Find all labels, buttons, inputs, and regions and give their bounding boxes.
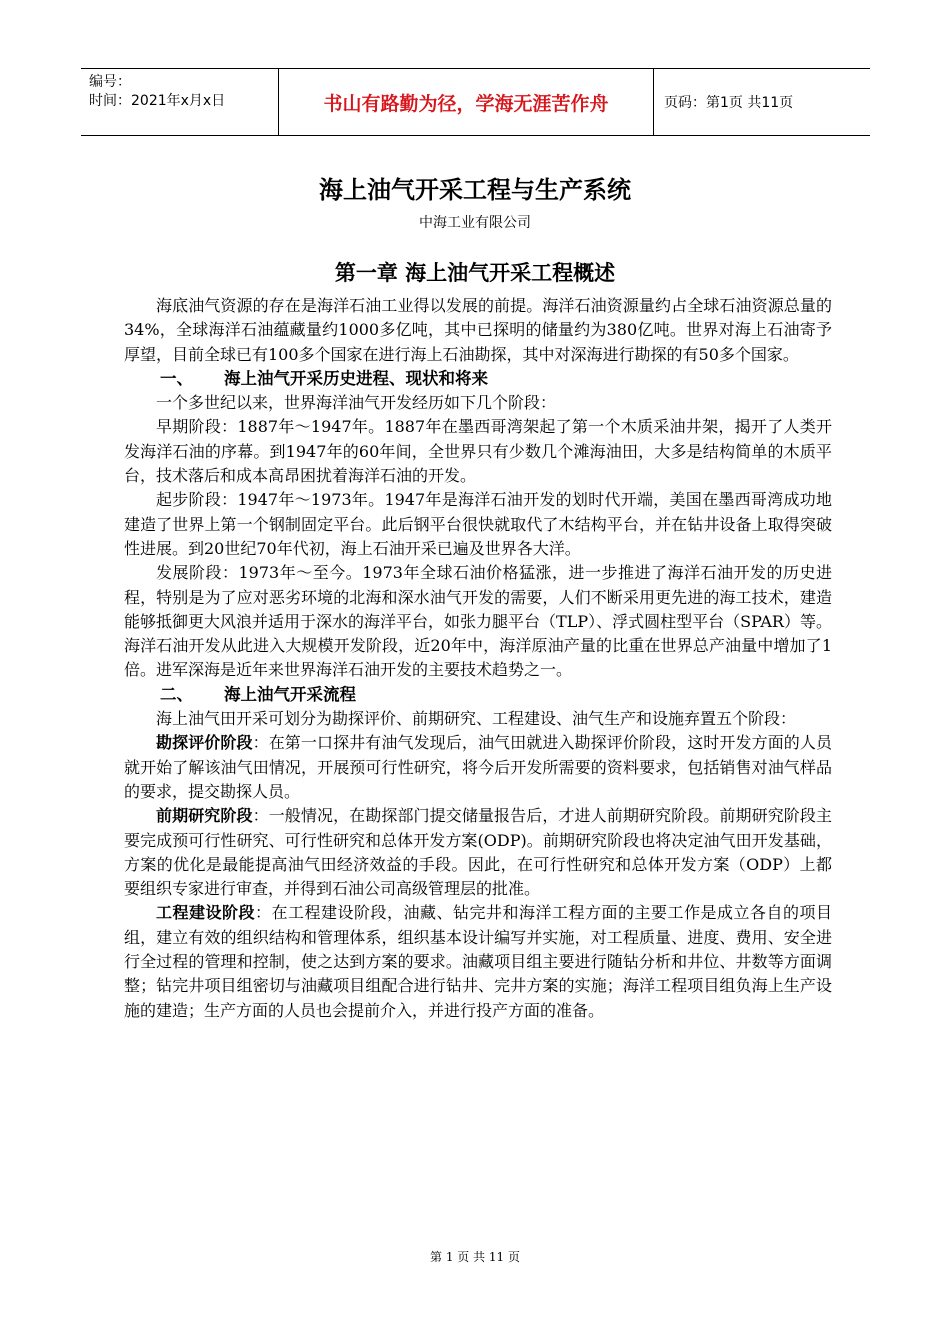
paragraph-intro: 海底油气资源的存在是海洋石油工业得以发展的前提。海洋石油资源量约占全球石油资源总量的34%，全球海洋石油蕴藏量约1000多亿吨，其中已探明的储量约为380亿吨。世界对海上石油寄予厚望，目前全球已有100多个国家在进行海上石油勘探，其中对深海进行勘探的有50多个国家。 [124,296,832,364]
stage-label: 前期研究阶段 [156,806,253,826]
paragraph-dev-stage: 发展阶段：1973年～至今。1973年全球石油价格猛涨，进一步推进了海洋石油开发的历史进程，特别是为了应对恶劣环境的北海和深水油气开发的需要，人们不断采用更先进的海工技术，建造能够抵御更大风浪并适用于深水的海洋平台，如张力腿平台（TLP）、浮式圆柱型平台（SPAR）等。海洋石油开发从此进入大规模开发阶段，近20年中，海洋原油产量的比重在世界总产油量中增加了1倍。进军深海是近年来世界海洋石油开发的主要技术趋势之一。 [124,563,832,680]
page-info: 页码：第1页 共11页 [664,95,794,111]
section-heading-1 [124,367,832,391]
stage-text: ：在工程建设阶段，油藏、钻完井和海洋工程方面的主要工作是成立各自的项目组，建立有效的组织结构和管理体系，组织基本设计编写并实施，对工程质量、进度、费用、安全进行全过程的管理和控制，使之达到方案的要求。油藏项目组主要进行随钻分析和井位、井数等方面调整；钻完井项目组密切与油藏项目组配合进行钻井、完井方案的实施；海洋工程项目组负海上生产设施的建造；生产方面的人员也会提前介入，并进行投产方面的准备。 [124,903,832,1020]
company-name: 中海工业有限公司 [419,215,531,231]
paragraph-sec1-intro: 一个多世纪以来，世界海洋油气开发经历如下几个阶段： [156,393,557,413]
stage-label: 工程建设阶段 [156,903,255,923]
header-table [81,68,870,136]
page-footer: 第 1 页 共 11 页 [430,1250,520,1264]
number-label: 编号： [89,74,131,90]
section-number: 二、 [160,684,193,704]
motto: 书山有路勤为径，学海无涯苦作舟 [279,69,654,135]
paragraph-pre-study [124,804,832,901]
stage-label: 勘探评价阶段 [156,733,253,753]
paragraph-construction [124,901,832,1022]
paragraph-sec2-intro: 海上油气田开采可划分为勘探评价、前期研究、工程建设、油气生产和设施弃置五个阶段： [156,709,797,729]
paragraph-explore [124,731,832,804]
time-label: 时间：2021年x月x日 [89,93,226,109]
chapter-heading: 第一章 海上油气开采工程概述 [334,261,616,285]
paragraph-early-stage: 早期阶段：1887年～1947年。1887年在墨西哥湾架起了第一个木质采油井架，揭开了人类开发海洋石油的序幕。到1947年的60年间，全世界只有少数几个滩海油田，大多是结构简单的木质平台，技术落后和成本高昂困扰着海洋石油的开发。 [124,417,832,486]
section-title: 海上油气开采流程 [224,684,356,704]
section-number: 一、 [160,368,193,388]
paragraph-start-stage: 起步阶段：1947年～1973年。1947年是海洋石油开发的划时代开端，美国在墨西哥湾成功地建造了世界上第一个钢制固定平台。此后钢平台很快就取代了木结构平台，并在钻井设备上取得突破性进展。到20世纪70年代初，海上石油开采已遍及世界各大洋。 [124,490,832,558]
section-title: 海上油气开采历史进程、现状和将来 [224,368,488,388]
section-heading-2 [124,683,832,707]
document-title: 海上油气开采工程与生产系统 [319,176,631,204]
stage-text: ：在第一口探井有油气发现后，油气田就进入勘探评价阶段，这时开发方面的人员就开始了解该油气田情况，开展预可行性研究，将今后开发所需要的资料要求，包括销售对油气样品的要求，提交勘探人员。 [124,733,832,801]
document-body [124,294,832,1023]
stage-text: ：一般情况，在勘探部门提交储量报告后，才进人前期研究阶段。前期研究阶段主要完成预可行性研究、可行性研究和总体开发方案(ODP)。前期研究阶段也将决定油气田开发基础，方案的优化是最能提高油气田经济效益的手段。因此，在可行性研究和总体开发方案（ODP）上都要组织专家进行审查，并得到石油公司高级管理层的批准。 [124,806,832,899]
header-meta [81,69,279,135]
